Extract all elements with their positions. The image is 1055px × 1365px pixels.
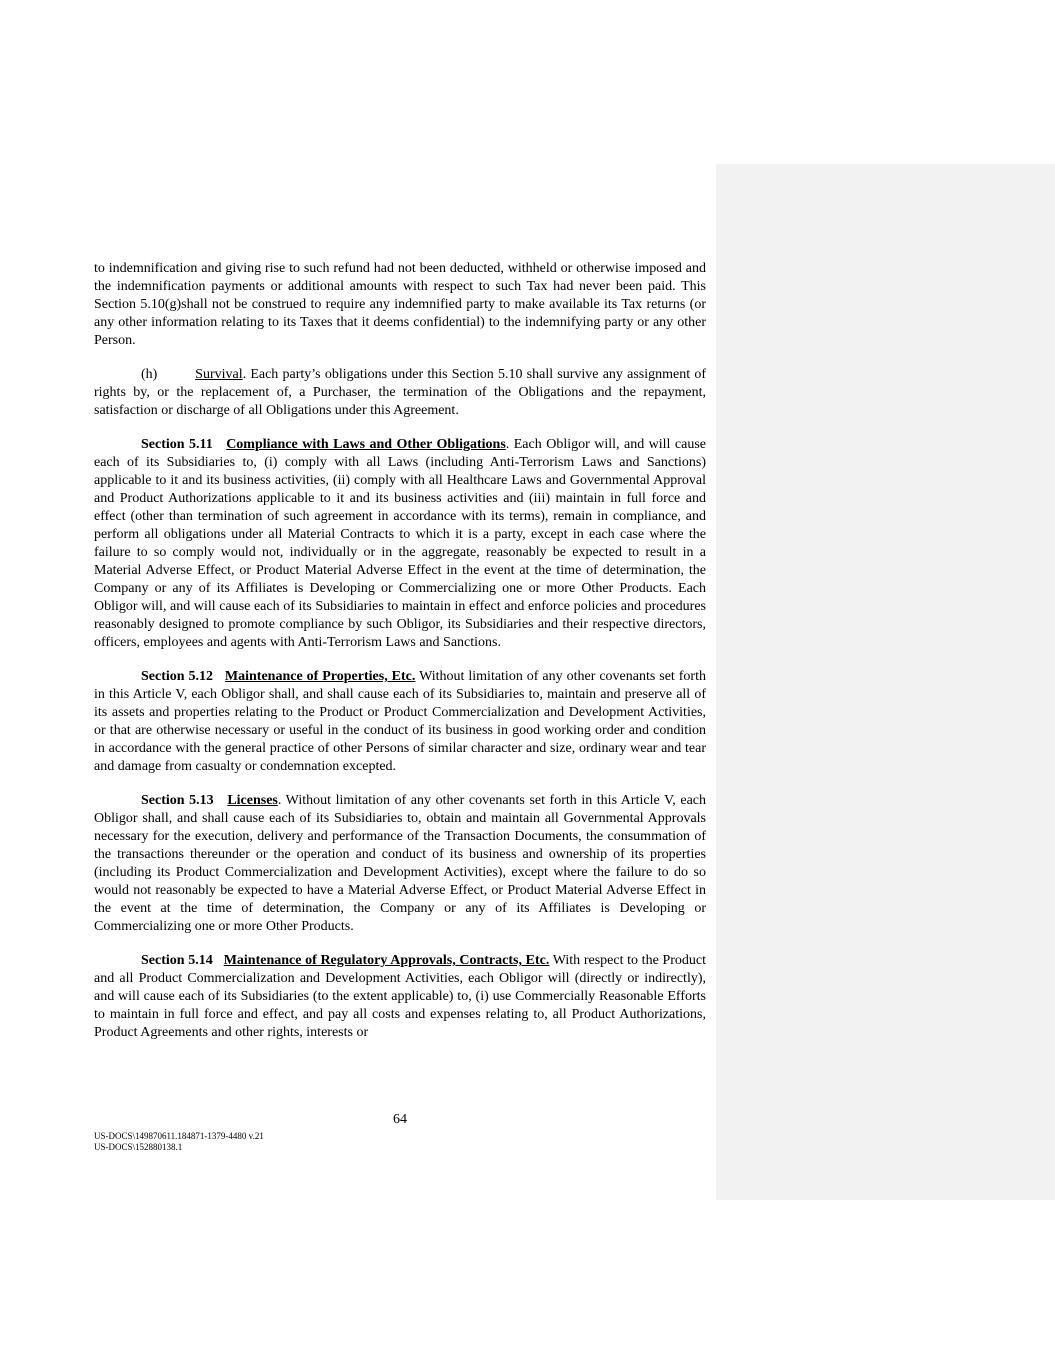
section-text: With respect to the Product and all Product Commercialization and Development Activities, each Obligor will (directly or indirectly), and will cause each of its Subsidiaries (to the extent applicable) to, (i) use Commercially Reasonable Efforts to maintain in full force and effect, and pay all costs and expenses relating to, all Product Authorizations, Product Agreements and other rights, interests or: [94, 953, 706, 1040]
section-5-14: [94, 952, 706, 1042]
document-body: [94, 260, 706, 1058]
section-text: . Without limitation of any other covenants set forth in this Article V, each Obligor shall, and shall cause each of its Subsidiaries to, obtain and maintain all Governmental Approvals necessary for the execution, delivery and performance of the Transaction Documents, the consummation of the transactions thereunder or the operation and conduct of its business and ownership of its properties (including its Product Commercialization and Development Activities), except where the failure to do so would not reasonably be expected to have a Material Adverse Effect, or Product Material Adverse Effect in the event at the time of determination, the Company or any of its Affiliates is Developing or Commercializing one or more Other Products.: [94, 793, 706, 934]
page-number: 64: [393, 1112, 407, 1127]
comment-pane: [716, 164, 1055, 1200]
paragraph-continuation: to indemnification and giving rise to such refund had not been deducted, withheld or otherwise imposed and the indemnification payments or additional amounts with respect to such Tax had never been paid. This Section 5.10(g)shall not be construed to require any indemnified party to make available its Tax returns (or any other information relating to its Taxes that it deems confidential) to the indemnifying party or any other Person.: [94, 261, 706, 348]
section-number: Section 5.13: [141, 793, 214, 808]
section-text: Without limitation of any other covenants set forth in this Article V, each Obligor shall, and shall cause each of its Subsidiaries to, maintain and preserve all of its assets and properties relating to the Product or Product Commercialization and Development Activities, or that are otherwise necessary or useful in the conduct of its business in good working order and condition in accordance with the general practice of other Persons of similar character and size, ordinary wear and tear and damage from casualty or condemnation excepted.: [94, 669, 706, 774]
section-5-12: [94, 668, 706, 776]
section-text: . Each Obligor will, and will cause each of its Subsidiaries to, (i) comply with all Laws (including Anti-Terrorism Laws and Sanctions) applicable to it and its business activities, (ii) comply with all Healthcare Laws and Governmental Approval and Product Authorizations applicable to it and its business activities and (iii) maintain in full force and effect (other than termination of such agreement in accordance with its terms), remain in compliance, and perform all obligations under all Material Contracts to which it is a party, except in each case where the failure to so comply would not, individually or in the aggregate, reasonably be expected to result in a Material Adverse Effect, or Product Material Adverse Effect in the event at the time of determination, the Company or any of its Affiliates is Developing or Commercializing one or more Other Products. Each Obligor will, and will cause each of its Subsidiaries to maintain in effect and enforce policies and procedures reasonably designed to promote compliance by such Obligor, its Subsidiaries and their respective directors, officers, employees and agents with Anti-Terrorism Laws and Sanctions.: [94, 437, 707, 650]
footer-doc-id: US-DOCS\149870611.184871-1379-4480 v.21: [94, 1131, 264, 1141]
clause-title: Survival: [195, 367, 243, 382]
clause-marker: (h): [141, 367, 158, 382]
section-5-13: [94, 792, 706, 936]
footer-doc-id: US-DOCS\152880138.1: [94, 1142, 183, 1152]
section-title: Compliance with Laws and Other Obligations: [226, 437, 506, 452]
section-title: Maintenance of Regulatory Approvals, Contracts, Etc.: [223, 953, 550, 968]
section-number: Section 5.14: [141, 953, 213, 968]
survival-paragraph: [94, 366, 706, 420]
section-5-11: [94, 436, 706, 652]
section-title: Maintenance of Properties, Etc.: [224, 669, 416, 684]
section-title: Licenses: [227, 793, 278, 808]
section-number: Section 5.11: [141, 437, 213, 452]
section-number: Section 5.12: [141, 669, 214, 684]
document-footer: [94, 1131, 264, 1153]
clause-text: . Each party’s obligations under this Section 5.10 shall survive any assignment of rights by, or the replacement of, a Purchaser, the termination of the Obligations and the repayment, satisfaction or discharge of all Obligations under this Agreement.: [94, 367, 706, 418]
